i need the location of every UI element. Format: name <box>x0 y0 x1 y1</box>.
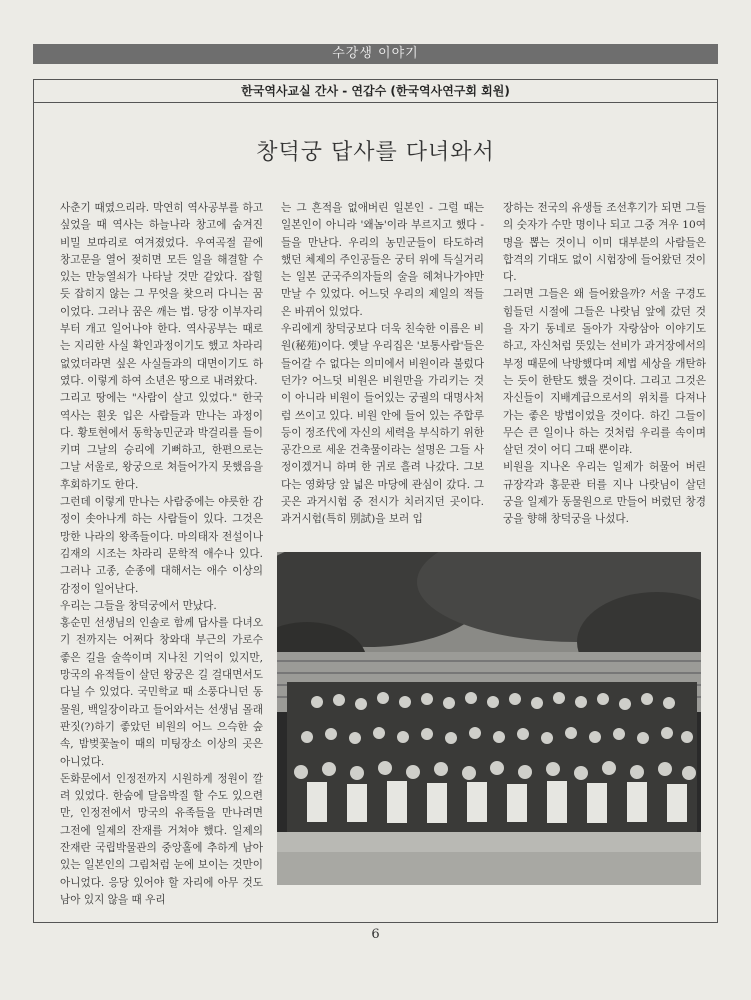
page-number: 6 <box>371 927 380 942</box>
paragraph: 홍순민 선생님의 인솔로 함께 답사를 다녀오기 전까지는 어쩌다 창와대 부근의 가로수 좋은 길을 술쓱이며 지나친 기억이 있지만, 망국의 유적들이 살던 왕궁은 길 걸대면서도 다닐 수 있었다. 국민학교 때 소풍다니던 동물원, 백일장이라고 들어와서는 선생님 몰래 판짓(?)하기 좋았던 비원의 어느 으슥한 숲속, 밤벚꽃놀이 때의 미팅장소 이상의 곳은 아니었다. <box>60 617 263 768</box>
text-column-2 <box>281 200 484 535</box>
text-column-1 <box>60 200 263 920</box>
text-column-3 <box>503 200 706 535</box>
paragraph: 우리는 그들을 창덕궁에서 만났다. <box>60 599 217 612</box>
group-photo-image <box>277 552 701 885</box>
paragraph: 비원을 지나온 우리는 일제가 허물어 버린 규장각과 홍문관 터를 지나 나랏님이 살던 궁을 일제가 동물원으로 만들어 버렸던 창경궁을 향해 창덕궁을 나섰다. <box>503 461 706 526</box>
paragraph: 그러면 그들은 왜 들어왔을까? 서울 구경도 힘들던 시절에 그들은 나랏님 앞에 갔던 것을 자기 동네로 돌아가 자랑삼아 이야기도 하고, 자신처럼 뜻있는 선비가 과거장에서의 부정 때문에 낙방했다며 제법 세상을 개탄하는 듯이 한탄도 했을 것이다. 그리고 그것은 자신들이 지배계급으로서의 위치를 다져나가는 좋은 방법이었을 것이다. 하긴 그들이 무슨 큰 일이나 하는 것처럼 우리를 속이며 살던 것이 어디 그때 뿐이랴. <box>503 288 706 457</box>
paragraph: 우리에게 창덕궁보다 더욱 친숙한 이름은 비원(秘苑)이다. 옛날 우리집은 '보통사람'들은 들어갈 수 없다는 의미에서 비원이라 불렀다던가? 어느덧 비원은 비원만을 가리키는 것이 아니라 비원이 들어있는 궁궐의 대명사처럼 쓰이고 있다. 비원 안에 들어 있는 주합루 등이 정조代에 자신의 세력을 부식하기 위한 공간으로 세운 건축물이라는 설명은 그들 사정이겠거니 하며 한 귀로 흘려 나갔다. 그보다는 영화당 앞 넓은 마당에 관심이 갔다. 그곳은 과거시험 중 전시가 치러지던 곳이다. 과거시험(특히 別試)을 보러 입 <box>281 323 484 526</box>
section-header <box>33 44 718 64</box>
paragraph: 그리고 땅에는 "사람이 살고 있었다." 한국역사는 흰옷 입은 사람들과 만나는 과정이다. 황토현에서 동학농민군과 박걸리를 들이키며 그날의 승리에 기뻐하고, 한편으로는 그날 서울로, 왕궁으로 쳐들어가지 못했음을 후회하기도 한다. <box>60 392 263 491</box>
byline: 한국역사교실 간사 - 연갑수 (한국역사연구회 회원) <box>34 80 717 103</box>
paragraph: 장하는 전국의 유생들 조선후기가 되면 그들의 숫자가 수만 명이나 되고 그중 겨우 10여 명을 뽑는 것이니 이미 대부분의 사람들은 합격의 기대도 없이 시험장에 들어왔던 것이다. <box>503 202 706 284</box>
paragraph: 는 그 흔적을 없애버린 일본인 - 그럴 때는 일본인이 아니라 '왜놈'이라 부르지고 했다 - 들을 만난다. 우리의 농민군들이 타도하려 했던 체제의 주인공들은 궁터 위에 득실거리는 일본 군국주의자들의 술을 헤쳐나가야만 만날 수 있었다. 어느덧 우리의 제일의 적들은 바뀌어 있었다. <box>281 202 484 318</box>
group-photo <box>277 552 701 885</box>
paragraph: 그런데 이렇게 만나는 사람중에는 야릇한 감정이 솟아나게 하는 사람들이 있다. 그것은 망한 나라의 왕족들이다. 마의태자 전설이나 김재의 시조는 차라리 문학적 애수나 있다. 그러나 고종, 순종에 대해서는 애수 이상의 감정이 일어난다. <box>60 496 263 595</box>
article-frame <box>33 79 718 923</box>
paragraph: 돈화문에서 인정전까지 시원하게 정원이 깔려 있었다. 한숨에 달음박질 할 수도 있으련만, 인정전에서 망국의 유족들을 만나려면 그전에 일제의 잔재를 거쳐야 했다. 일제의 잔재란 국립박물관의 중앙홀에 추하게 남아 있는 일본인의 그림처럼 눈에 보이는 것만이 아니었다. 응당 있어야 할 자리에 아무 것도 남아 있지 않을 때 우리 <box>60 772 263 906</box>
article-title: 창덕궁 답사를 다녀와서 <box>256 140 495 165</box>
paragraph: 사춘기 때였으리라. 막연히 역사공부를 하고 싶었을 때 역사는 하늘나라 창고에 숨겨진 비밀 보따리로 여겨졌었다. 우여곡절 끝에 창고문을 열어 젖히면 모든 일을 해결할 수 있는 만능열쇠가 나타날 것만 같았다. 잡힐 듯 잡히지 않는 그 무엇을 찾으러 다니는 꿈이었다. 그러나 꿈은 깨는 법. 당장 이부자리부터 개고 일어나야 한다. 역사공부는 때로는 지리한 사실 확인과정이기도 했고 차라리 없었더라면 싶은 사실들과의 대면이기도 하였다. 이렇게 하여 소년은 땅으로 내려왔다. <box>60 202 263 387</box>
section-label: 수강생 이야기 <box>332 46 419 61</box>
